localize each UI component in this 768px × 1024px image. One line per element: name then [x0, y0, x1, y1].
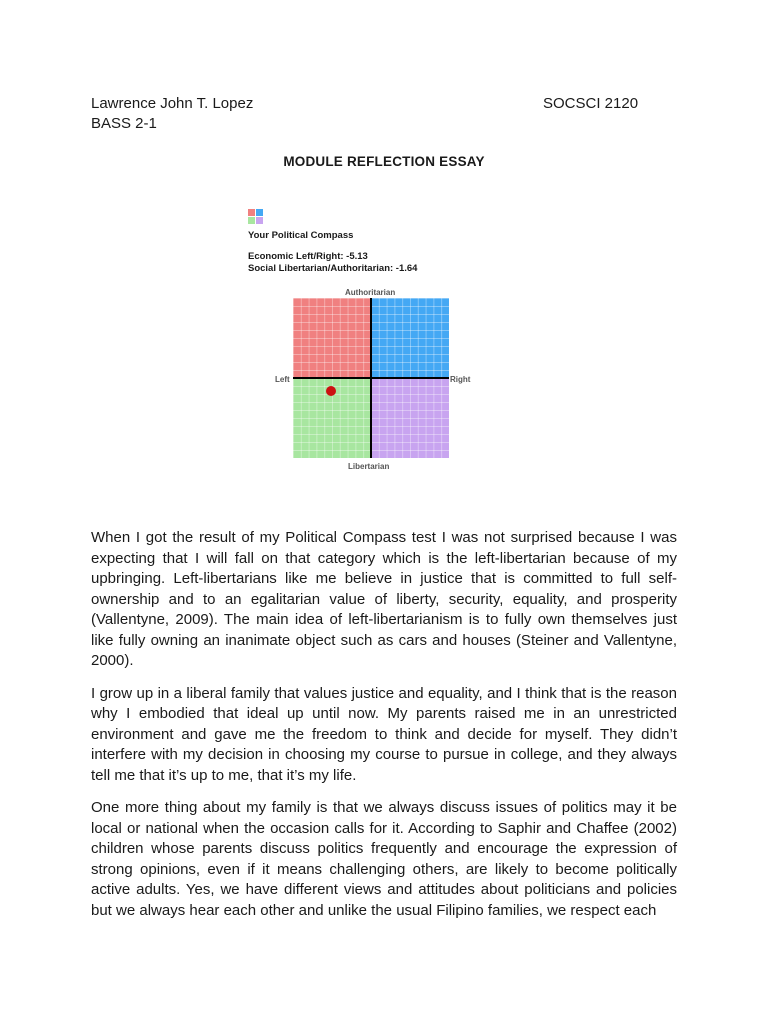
- horizontal-axis: [293, 377, 449, 379]
- author-name: Lawrence John T. Lopez: [91, 95, 254, 112]
- essay-body: [91, 528, 677, 933]
- paragraph-2: I grow up in a liberal family that values justice and equality, and I think that is the reason why I embodied that ideal up until now. My parents raised me in an unrestricted environment and gave me the freedom to think and decide for myself. They didn’t interfere with my decision in choosing my course to pursue in college, and they always tell me that it’s up to me, that it’s my life.: [91, 684, 677, 784]
- quadrant-authoritarian-left: [293, 298, 371, 378]
- logo-red-square: [248, 209, 255, 216]
- compass-logo-icon: [248, 209, 264, 225]
- paragraph-3: One more thing about my family is that we always discuss issues of politics may it be local or national when the occasion calls for it. According to Saphir and Chaffee (2002) children whose parents discuss politics frequently and encourage the expression of strong opinions, even if it means challenging others, are likely to become politically active adults. Yes, we have different views and attitudes about politicians and policies but we always hear each other and unlike the usual Filipino families, we respect each: [91, 799, 677, 919]
- logo-purple-square: [256, 217, 263, 224]
- label-left: Left: [275, 375, 290, 384]
- paragraph-1: When I got the result of my Political Compass test I was not surprised because I was expecting that I will fall on that category which is the left-libertarian because of my upbringing. Left-libertarians like me believe in justice that is committed to full self-ownership and to an egalitarian value of liberty, security, equality, and prosperity (Vallentyne, 2009). The main idea of left-libertarianism is to fully own themselves just like fully owning an inanimate object such as cars and houses (Steiner and Vallentyne, 2000).: [91, 529, 677, 669]
- label-authoritarian: Authoritarian: [345, 288, 396, 297]
- logo-blue-square: [256, 209, 263, 216]
- quadrant-libertarian-right: [371, 378, 449, 458]
- header-left: [91, 94, 253, 134]
- page-title: MODULE REFLECTION ESSAY: [283, 154, 485, 169]
- quadrant-authoritarian-right: [371, 298, 449, 378]
- compass-heading: Your Political Compass: [248, 230, 354, 241]
- social-score: Social Libertarian/Authoritarian: -1.64: [248, 263, 418, 274]
- course-code: SOCSCI 2120: [543, 95, 639, 112]
- section-label: BASS 2-1: [91, 115, 157, 132]
- compass-grid: [293, 298, 449, 458]
- political-compass-figure: [246, 209, 486, 477]
- logo-green-square: [248, 217, 255, 224]
- economic-score: Economic Left/Right: -5.13: [248, 251, 368, 262]
- label-right: Right: [450, 375, 471, 384]
- label-libertarian: Libertarian: [348, 462, 390, 471]
